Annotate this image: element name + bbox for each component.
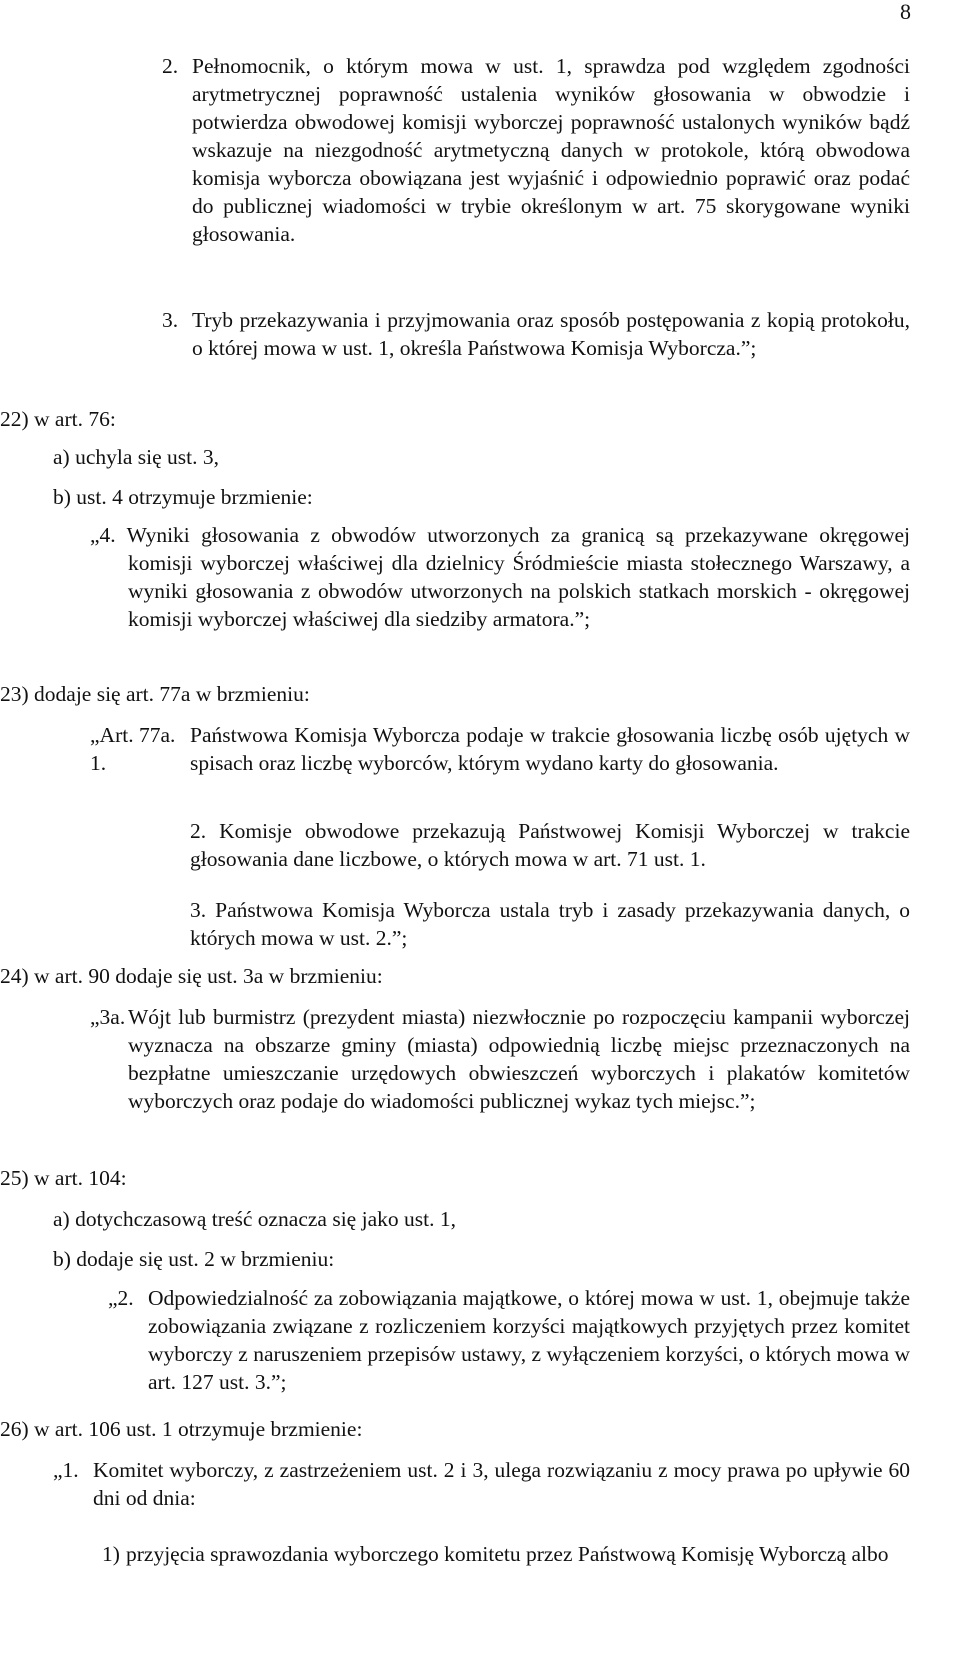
item-24-heading: 24) w art. 90 dodaje się ust. 3a w brzmieniu: (0, 964, 383, 988)
item-25-point-a: a) dotychczasową treść oznacza się jako ust. 1, (53, 1207, 456, 1231)
item-23-art-77a (90, 721, 910, 777)
item-25-quote (108, 1284, 910, 1396)
page-number: 8 (900, 0, 911, 24)
paragraph-label: „3a. (90, 1005, 126, 1029)
item-22-point-b: b) ust. 4 otrzymuje brzmienie: (53, 485, 313, 509)
paragraph-ust-3 (162, 306, 910, 362)
paragraph-text: Wójt lub burmistrz (prezydent miasta) niezwłocznie po rozpoczęciu kampanii wyborczej wyznacza na obszarze gminy (miasta) odpowiednią liczbę miejsc przeznaczonych na bezpłatne umieszczanie urzędowych obwieszczeń wyborczych i plakatów komitetów wyborczych oraz podaje do wiadomości publicznej wykaz tych miejsc.”; (128, 1005, 910, 1113)
item-24-quote (90, 1003, 910, 1115)
item-22-quote: „4. Wyniki głosowania z obwodów utworzonych za granicą są przekazywane okręgowej komisji wyborczej właściwej dla dzielnicy Śródmieście miasta stołecznego Warszawy, a wyniki głosowania z obwodów utworzonych na polskich statkach morskich - okręgowej komisji wyborczej właściwej dla siedziby armatora.”; (90, 523, 910, 631)
article-ust-1: Państwowa Komisja Wyborcza podaje w trakcie głosowania liczbę osób ujętych w spisach oraz liczbę wyborców, którym wydano karty do głosowania. (190, 723, 910, 775)
item-23-heading: 23) dodaje się art. 77a w brzmieniu: (0, 682, 310, 706)
subpoint-text: przyjęcia sprawozdania wyborczego komitetu przez Państwową Komisję Wyborczą albo (126, 1542, 889, 1566)
paragraph-text: Komitet wyborczy, z zastrzeżeniem ust. 2 i 3, ulega rozwiązaniu z mocy prawa po upływie 60 dni od dnia: (93, 1458, 910, 1510)
item-25-point-b: b) dodaje się ust. 2 w brzmieniu: (53, 1247, 335, 1271)
item-22-point-a: a) uchyla się ust. 3, (53, 445, 219, 469)
paragraph-text: Odpowiedzialność za zobowiązania majątkowe, o której mowa w ust. 1, obejmuje także zobowiązania związane z rozliczeniem korzyści majątkowych przyjętych przez komitet wyborczy z naruszeniem przepisów ustawy, z wyłączeniem korzyści, o których mowa w art. 127 ust. 3.”; (148, 1286, 910, 1394)
item-23-ust-2: 2. Komisje obwodowe przekazują Państwowej Komisji Wyborczej w trakcie głosowania dane liczbowe, o których mowa w art. 71 ust. 1. (190, 819, 910, 871)
item-25-heading: 25) w art. 104: (0, 1166, 127, 1190)
article-label: „Art. 77a. 1. (90, 723, 176, 775)
paragraph-label: „2. (108, 1286, 134, 1310)
paragraph-ust-2 (162, 52, 910, 248)
paragraph-text: Tryb przekazywania i przyjmowania oraz sposób postępowania z kopią protokołu, o której mowa w ust. 1, określa Państwowa Komisja Wyborcza.”; (192, 308, 910, 360)
subpoint-label: 1) (102, 1542, 120, 1566)
item-26-quote (53, 1456, 910, 1512)
paragraph-label: 3. (162, 308, 179, 332)
paragraph-label: 2. (162, 54, 179, 78)
item-26-heading: 26) w art. 106 ust. 1 otrzymuje brzmienie: (0, 1417, 363, 1441)
paragraph-label: „1. (53, 1458, 79, 1482)
paragraph-text: Pełnomocnik, o którym mowa w ust. 1, sprawdza pod względem zgodności arytmetrycznej poprawność ustalenia wyników głosowania w obwodzie i potwierdza obwodowej komisji wyborczej poprawność ustalonych wyników bądź wskazuje na niezgodność arytmetyczną danych w protokole, którą obwodowa komisja wyborcza obowiązana jest wyjaśnić i odpowiednio poprawić oraz podać do publicznej wiadomości w trybie określonym w art. 75 skorygowane wyniki głosowania. (192, 54, 910, 246)
item-22-heading: 22) w art. 76: (0, 407, 116, 431)
item-26-subpoint-1 (102, 1540, 910, 1568)
item-23-ust-3: 3. Państwowa Komisja Wyborcza ustala tryb i zasady przekazywania danych, o których mowa w ust. 2.”; (190, 898, 910, 950)
